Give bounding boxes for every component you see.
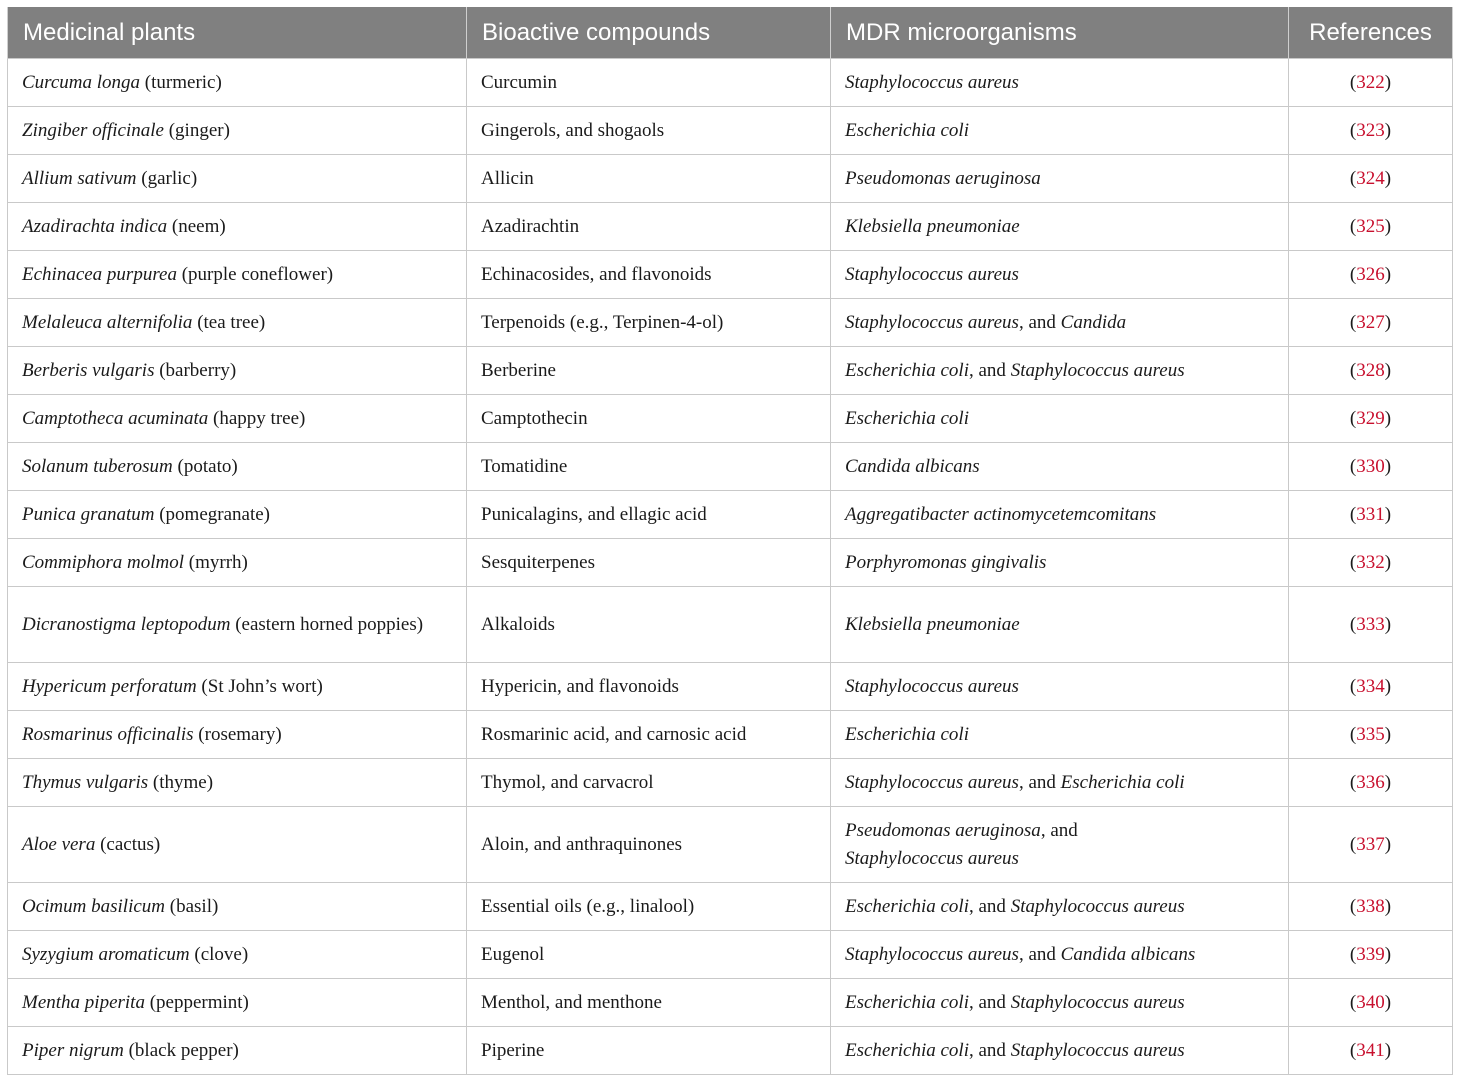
cell-medicinal-plant: Allium sativum (garlic) (8, 155, 467, 203)
cell-reference: (333) (1289, 587, 1453, 663)
reference-link[interactable]: 329 (1356, 407, 1385, 429)
reference-link[interactable]: 338 (1356, 895, 1385, 917)
cell-mdr-microorganism: Staphylococcus aureus (831, 251, 1289, 299)
table-row (8, 155, 1453, 203)
cell-medicinal-plant: Azadirachta indica (neem) (8, 203, 467, 251)
table-header-row (8, 7, 1453, 59)
table-row (8, 759, 1453, 807)
cell-mdr-microorganism: Klebsiella pneumoniae (831, 587, 1289, 663)
cell-bioactive-compound: Terpenoids (e.g., Terpinen-4-ol) (467, 299, 831, 347)
cell-mdr-microorganism: Staphylococcus aureus, and Candida (831, 299, 1289, 347)
cell-medicinal-plant: Melaleuca alternifolia (tea tree) (8, 299, 467, 347)
reference-link[interactable]: 341 (1356, 1039, 1385, 1061)
table-row (8, 347, 1453, 395)
cell-reference: (325) (1289, 203, 1453, 251)
cell-reference: (338) (1289, 883, 1453, 931)
cell-medicinal-plant: Ocimum basilicum (basil) (8, 883, 467, 931)
cell-medicinal-plant: Camptotheca acuminata (happy tree) (8, 395, 467, 443)
cell-mdr-microorganism: Pseudomonas aeruginosa, and Staphylococcus aureus (831, 807, 1289, 883)
cell-mdr-microorganism: Candida albicans (831, 443, 1289, 491)
cell-reference: (322) (1289, 59, 1453, 107)
cell-reference: (324) (1289, 155, 1453, 203)
table-row (8, 807, 1453, 883)
reference-link[interactable]: 325 (1356, 215, 1385, 237)
reference-link[interactable]: 328 (1356, 359, 1385, 381)
header-mdr-microorganisms: MDR microorganisms (831, 7, 1289, 59)
table-row (8, 883, 1453, 931)
table-row (8, 539, 1453, 587)
cell-medicinal-plant: Solanum tuberosum (potato) (8, 443, 467, 491)
reference-link[interactable]: 332 (1356, 551, 1385, 573)
cell-medicinal-plant: Thymus vulgaris (thyme) (8, 759, 467, 807)
cell-medicinal-plant: Zingiber officinale (ginger) (8, 107, 467, 155)
reference-link[interactable]: 339 (1356, 943, 1385, 965)
cell-bioactive-compound: Alkaloids (467, 587, 831, 663)
cell-reference: (337) (1289, 807, 1453, 883)
cell-reference: (326) (1289, 251, 1453, 299)
cell-mdr-microorganism: Escherichia coli (831, 711, 1289, 759)
cell-mdr-microorganism: Porphyromonas gingivalis (831, 539, 1289, 587)
cell-reference: (335) (1289, 711, 1453, 759)
cell-medicinal-plant: Punica granatum (pomegranate) (8, 491, 467, 539)
table-row (8, 1027, 1453, 1075)
cell-reference: (339) (1289, 931, 1453, 979)
cell-medicinal-plant: Berberis vulgaris (barberry) (8, 347, 467, 395)
cell-medicinal-plant: Curcuma longa (turmeric) (8, 59, 467, 107)
cell-bioactive-compound: Camptothecin (467, 395, 831, 443)
cell-reference: (334) (1289, 663, 1453, 711)
table-row (8, 587, 1453, 663)
cell-bioactive-compound: Azadirachtin (467, 203, 831, 251)
table-row (8, 931, 1453, 979)
cell-medicinal-plant: Piper nigrum (black pepper) (8, 1027, 467, 1075)
cell-reference: (341) (1289, 1027, 1453, 1075)
cell-mdr-microorganism: Klebsiella pneumoniae (831, 203, 1289, 251)
reference-link[interactable]: 323 (1356, 119, 1385, 141)
cell-reference: (327) (1289, 299, 1453, 347)
reference-link[interactable]: 330 (1356, 455, 1385, 477)
cell-reference: (336) (1289, 759, 1453, 807)
cell-reference: (330) (1289, 443, 1453, 491)
table-row (8, 443, 1453, 491)
table-row (8, 711, 1453, 759)
reference-link[interactable]: 322 (1356, 71, 1385, 93)
cell-reference: (328) (1289, 347, 1453, 395)
header-bioactive-compounds: Bioactive compounds (467, 7, 831, 59)
table-row (8, 663, 1453, 711)
cell-mdr-microorganism: Staphylococcus aureus, and Escherichia coli (831, 759, 1289, 807)
cell-bioactive-compound: Essential oils (e.g., linalool) (467, 883, 831, 931)
table-row (8, 203, 1453, 251)
table-row (8, 979, 1453, 1027)
reference-link[interactable]: 340 (1356, 991, 1385, 1013)
cell-mdr-microorganism: Staphylococcus aureus, and Candida albicans (831, 931, 1289, 979)
reference-link[interactable]: 331 (1356, 503, 1385, 525)
table-row (8, 107, 1453, 155)
reference-link[interactable]: 333 (1356, 613, 1385, 635)
cell-bioactive-compound: Thymol, and carvacrol (467, 759, 831, 807)
cell-bioactive-compound: Curcumin (467, 59, 831, 107)
reference-link[interactable]: 334 (1356, 675, 1385, 697)
table-row (8, 251, 1453, 299)
cell-bioactive-compound: Gingerols, and shogaols (467, 107, 831, 155)
cell-bioactive-compound: Echinacosides, and flavonoids (467, 251, 831, 299)
cell-medicinal-plant: Echinacea purpurea (purple coneflower) (8, 251, 467, 299)
cell-reference: (331) (1289, 491, 1453, 539)
cell-mdr-microorganism: Escherichia coli, and Staphylococcus aureus (831, 883, 1289, 931)
cell-bioactive-compound: Menthol, and menthone (467, 979, 831, 1027)
cell-bioactive-compound: Tomatidine (467, 443, 831, 491)
cell-mdr-microorganism: Staphylococcus aureus (831, 663, 1289, 711)
cell-medicinal-plant: Rosmarinus officinalis (rosemary) (8, 711, 467, 759)
medicinal-plants-table (7, 7, 1453, 1075)
cell-bioactive-compound: Aloin, and anthraquinones (467, 807, 831, 883)
cell-mdr-microorganism: Escherichia coli, and Staphylococcus aureus (831, 979, 1289, 1027)
table-row (8, 491, 1453, 539)
cell-mdr-microorganism: Escherichia coli (831, 395, 1289, 443)
table-row (8, 395, 1453, 443)
cell-bioactive-compound: Eugenol (467, 931, 831, 979)
cell-reference: (332) (1289, 539, 1453, 587)
cell-reference: (340) (1289, 979, 1453, 1027)
cell-bioactive-compound: Rosmarinic acid, and carnosic acid (467, 711, 831, 759)
cell-bioactive-compound: Piperine (467, 1027, 831, 1075)
cell-bioactive-compound: Berberine (467, 347, 831, 395)
cell-mdr-microorganism: Escherichia coli, and Staphylococcus aureus (831, 347, 1289, 395)
cell-medicinal-plant: Mentha piperita (peppermint) (8, 979, 467, 1027)
reference-link[interactable]: 336 (1356, 771, 1385, 793)
table-row (8, 59, 1453, 107)
header-references: References (1289, 7, 1453, 59)
cell-bioactive-compound: Sesquiterpenes (467, 539, 831, 587)
reference-link[interactable]: 327 (1356, 311, 1385, 333)
cell-mdr-microorganism: Aggregatibacter actinomycetemcomitans (831, 491, 1289, 539)
header-medicinal-plants: Medicinal plants (8, 7, 467, 59)
cell-bioactive-compound: Punicalagins, and ellagic acid (467, 491, 831, 539)
cell-mdr-microorganism: Escherichia coli (831, 107, 1289, 155)
cell-mdr-microorganism: Staphylococcus aureus (831, 59, 1289, 107)
reference-link[interactable]: 335 (1356, 723, 1385, 745)
cell-medicinal-plant: Dicranostigma leptopodum (eastern horned poppies) (8, 587, 467, 663)
table-row (8, 299, 1453, 347)
cell-reference: (323) (1289, 107, 1453, 155)
cell-bioactive-compound: Allicin (467, 155, 831, 203)
cell-medicinal-plant: Hypericum perforatum (St John’s wort) (8, 663, 467, 711)
cell-reference: (329) (1289, 395, 1453, 443)
reference-link[interactable]: 324 (1356, 167, 1385, 189)
reference-link[interactable]: 326 (1356, 263, 1385, 285)
reference-link[interactable]: 337 (1356, 833, 1385, 855)
cell-medicinal-plant: Syzygium aromaticum (clove) (8, 931, 467, 979)
cell-bioactive-compound: Hypericin, and flavonoids (467, 663, 831, 711)
cell-mdr-microorganism: Escherichia coli, and Staphylococcus aureus (831, 1027, 1289, 1075)
cell-mdr-microorganism: Pseudomonas aeruginosa (831, 155, 1289, 203)
cell-medicinal-plant: Commiphora molmol (myrrh) (8, 539, 467, 587)
cell-medicinal-plant: Aloe vera (cactus) (8, 807, 467, 883)
